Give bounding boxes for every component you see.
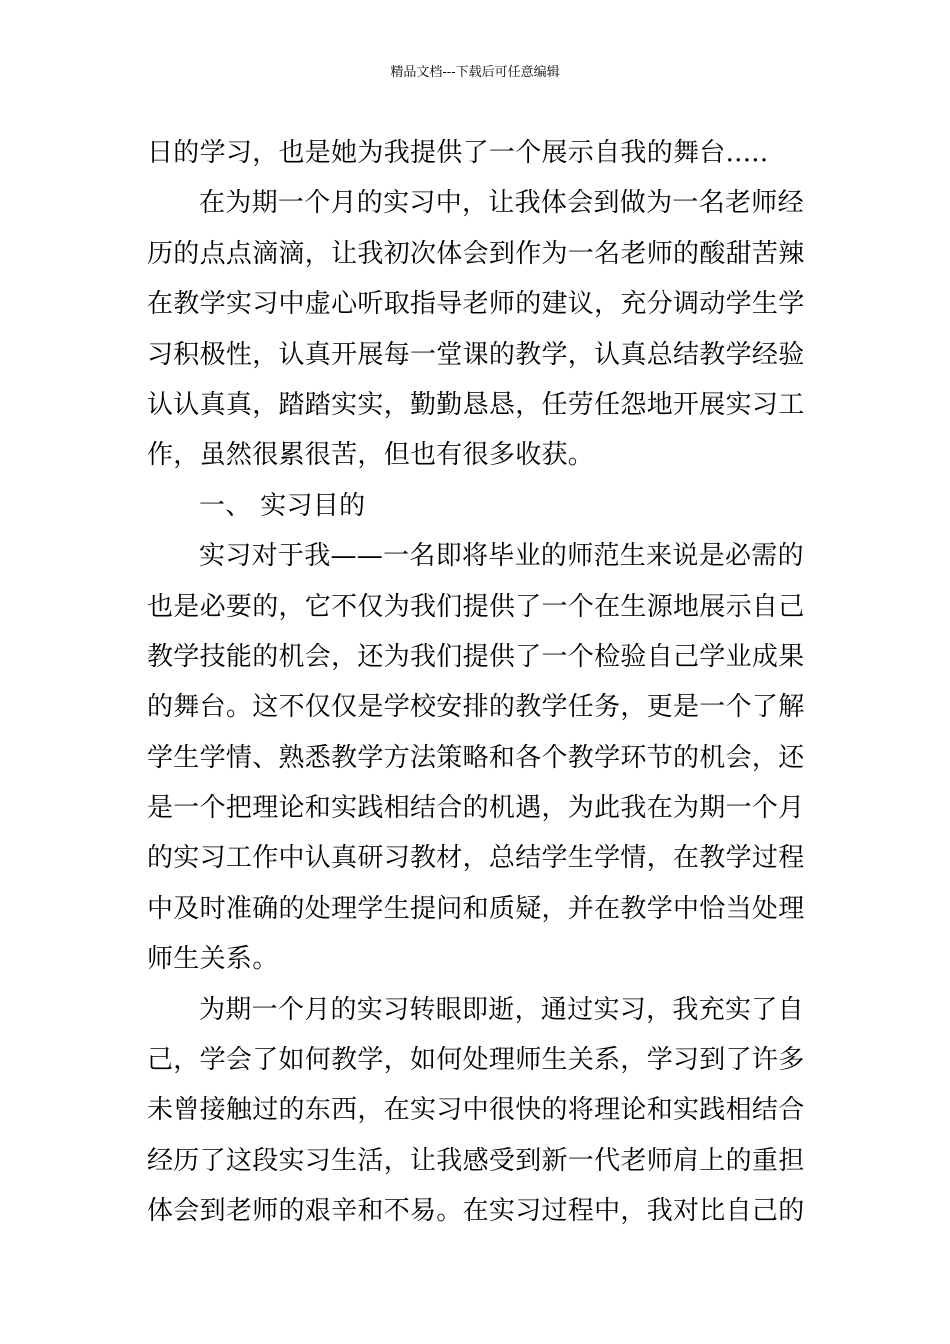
body-line: 为期一个月的实习转眼即逝，通过实习，我充实了自 [199, 994, 804, 1025]
body-line: 经历了这段实习生活，让我感受到新一代老师肩上的重担 [147, 1145, 805, 1176]
body-line: 在为期一个月的实习中，让我体会到做为一名老师经 [199, 188, 804, 219]
body-line: 历的点点滴滴，让我初次体会到作为一名老师的酸甜苦辣 [147, 238, 805, 269]
page-header: 精品文档---下载后可任意编辑 [390, 65, 560, 80]
body-line: 中及时准确的处理学生提问和质疑，并在教学中恰当处理 [147, 893, 805, 924]
body-line: 实习对于我——一名即将毕业的师范生来说是必需的 [199, 541, 804, 572]
body-line: 的实习工作中认真研习教材，总结学生学情，在教学过程 [147, 843, 805, 874]
body-line: 认认真真，踏踏实实，勤勤恳恳，任劳任怨地开展实习工 [147, 389, 805, 420]
document-body [147, 128, 822, 1237]
body-line: 师生关系。 [147, 944, 279, 975]
body-line: 作，虽然很累很苦，但也有很多收获。 [147, 440, 595, 471]
body-line: 习积极性，认真开展每一堂课的教学，认真总结教学经验 [147, 339, 805, 370]
body-line: 未曾接触过的东西，在实习中很快的将理论和实践相结合 [147, 1095, 805, 1126]
body-line: 日的学习，也是她为我提供了一个展示自我的舞台..... [147, 138, 769, 168]
body-line: 也是必要的，它不仅为我们提供了一个在生源地展示自己 [147, 591, 805, 622]
body-line: 是一个把理论和实践相结合的机遇，为此我在为期一个月 [147, 793, 805, 824]
body-line: 教学技能的机会，还为我们提供了一个检验自己学业成果 [147, 641, 805, 672]
body-line: 己，学会了如何教学，如何处理师生关系，学习到了许多 [147, 1045, 805, 1076]
body-line: 体会到老师的艰辛和不易。在实习过程中，我对比自己的 [147, 1196, 805, 1227]
body-line: 学生学情、熟悉教学方法策略和各个教学环节的机会，还 [147, 742, 805, 773]
body-line: 一、 实习目的 [199, 490, 366, 521]
body-line: 在教学实习中虚心听取指导老师的建议，充分调动学生学 [147, 289, 805, 320]
body-line: 的舞台。这不仅仅是学校安排的教学任务，更是一个了解 [147, 692, 805, 723]
